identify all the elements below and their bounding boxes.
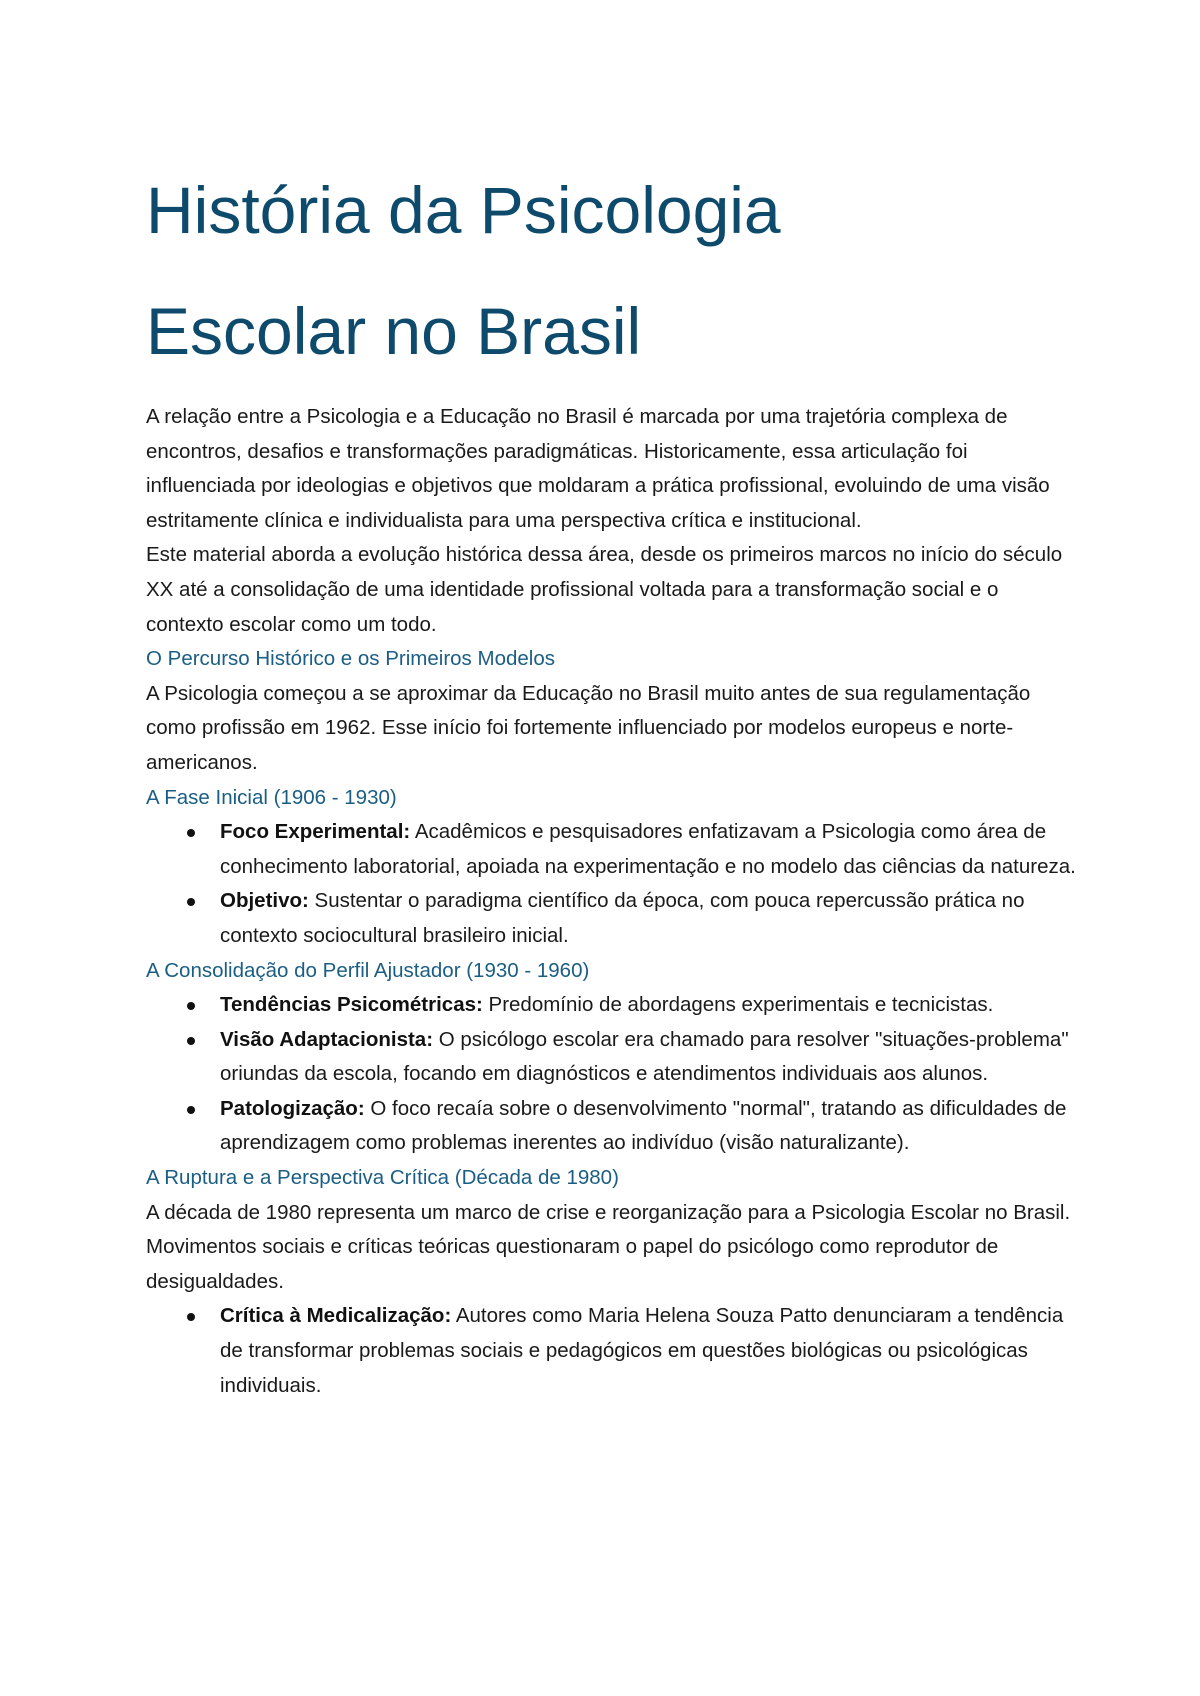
bullet-dot-icon [187, 829, 195, 837]
bullet-term: Crítica à Medicalização: [220, 1304, 452, 1328]
bullet-term: Visão Adaptacionista: [220, 1027, 434, 1051]
intro-paragraph-2: Este material aborda a evolução histórica dessa área, desde os primeiros marcos no início do século XX até a consolidação de uma identidade profissional voltada para a transformação social e o contexto escolar como um todo. [146, 543, 1063, 636]
list-item [220, 884, 1076, 953]
bullet-text: Autores como Maria Helena Souza Patto denunciaram a tendência de transformar problemas sociais e pedagógicos em questões biológicas ou psicológicas individuais. [220, 1304, 1064, 1397]
list-item [220, 988, 1076, 1023]
bullet-text: Sustentar o paradigma científico da época, com pouca repercussão prática no contexto sociocultural brasileiro inicial. [220, 889, 1025, 947]
bullet-dot-icon [187, 1106, 195, 1114]
document-title [146, 150, 1076, 392]
bullet-list-fase-inicial [146, 815, 1076, 953]
bullet-text: O foco recaía sobre o desenvolvimento "normal", tratando as dificuldades de aprendizagem como problemas inerentes ao indivíduo (visão naturalizante). [220, 1096, 1067, 1155]
section-paragraph-ruptura: A década de 1980 representa um marco de crise e reorganização para a Psicologia Escolar no Brasil. Movimentos sociais e críticas teóricas questionaram o papel do psicólogo como reprodutor de desigualdades. [146, 1200, 1071, 1293]
section-heading-percurso: O Percurso Histórico e os Primeiros Modelos [146, 647, 555, 671]
bullet-dot-icon [187, 898, 195, 906]
bullet-text: Predomínio de abordagens experimentais e tecnicistas. [482, 993, 994, 1017]
bullet-list-perfil-ajustador [146, 988, 1076, 1161]
bullet-dot-icon [187, 1313, 195, 1321]
section-heading-ruptura: A Ruptura e a Perspectiva Crítica (Década de 1980) [146, 1166, 619, 1190]
title-line-2: Escolar no Brasil [146, 294, 642, 368]
bullet-list-ruptura [146, 1299, 1076, 1403]
list-item [220, 1023, 1076, 1092]
title-line-1: História da Psicologia [146, 173, 781, 247]
list-item [220, 1299, 1076, 1403]
bullet-dot-icon [187, 1037, 195, 1045]
bullet-term: Objetivo: [220, 889, 309, 913]
bullet-term: Patologização: [220, 1096, 365, 1120]
section-heading-fase-inicial: A Fase Inicial (1906 - 1930) [146, 785, 397, 809]
section-heading-perfil-ajustador: A Consolidação do Perfil Ajustador (1930 - 1960) [146, 958, 590, 982]
bullet-term: Tendências Psicométricas: [220, 993, 483, 1017]
section-paragraph-percurso: A Psicologia começou a se aproximar da Educação no Brasil muito antes de sua regulamentação como profissão em 1962. Esse início foi fortemente influenciado por modelos europeus e norte-americanos. [146, 681, 1031, 774]
bullet-dot-icon [187, 1002, 195, 1010]
list-item [220, 815, 1076, 884]
bullet-text: O psicólogo escolar era chamado para resolver "situações-problema" oriundas da escola, focando em diagnósticos e atendimentos individuais aos alunos. [220, 1027, 1069, 1086]
document-page [146, 150, 1076, 1403]
list-item [220, 1092, 1076, 1161]
intro-paragraph-1: A relação entre a Psicologia e a Educação no Brasil é marcada por uma trajetória complexa de encontros, desafios e transformações paradigmáticas. Historicamente, essa articulação foi influenciada por ideologias e objetivos que moldaram a prática profissional, evoluindo de uma visão estritamente clínica e individualista para uma perspectiva crítica e institucional. [146, 405, 1050, 532]
bullet-term: Foco Experimental: [220, 820, 411, 844]
bullet-text: Acadêmicos e pesquisadores enfatizavam a Psicologia como área de conhecimento laboratorial, apoiada na experimentação e no modelo das ciências da natureza. [220, 820, 1076, 878]
